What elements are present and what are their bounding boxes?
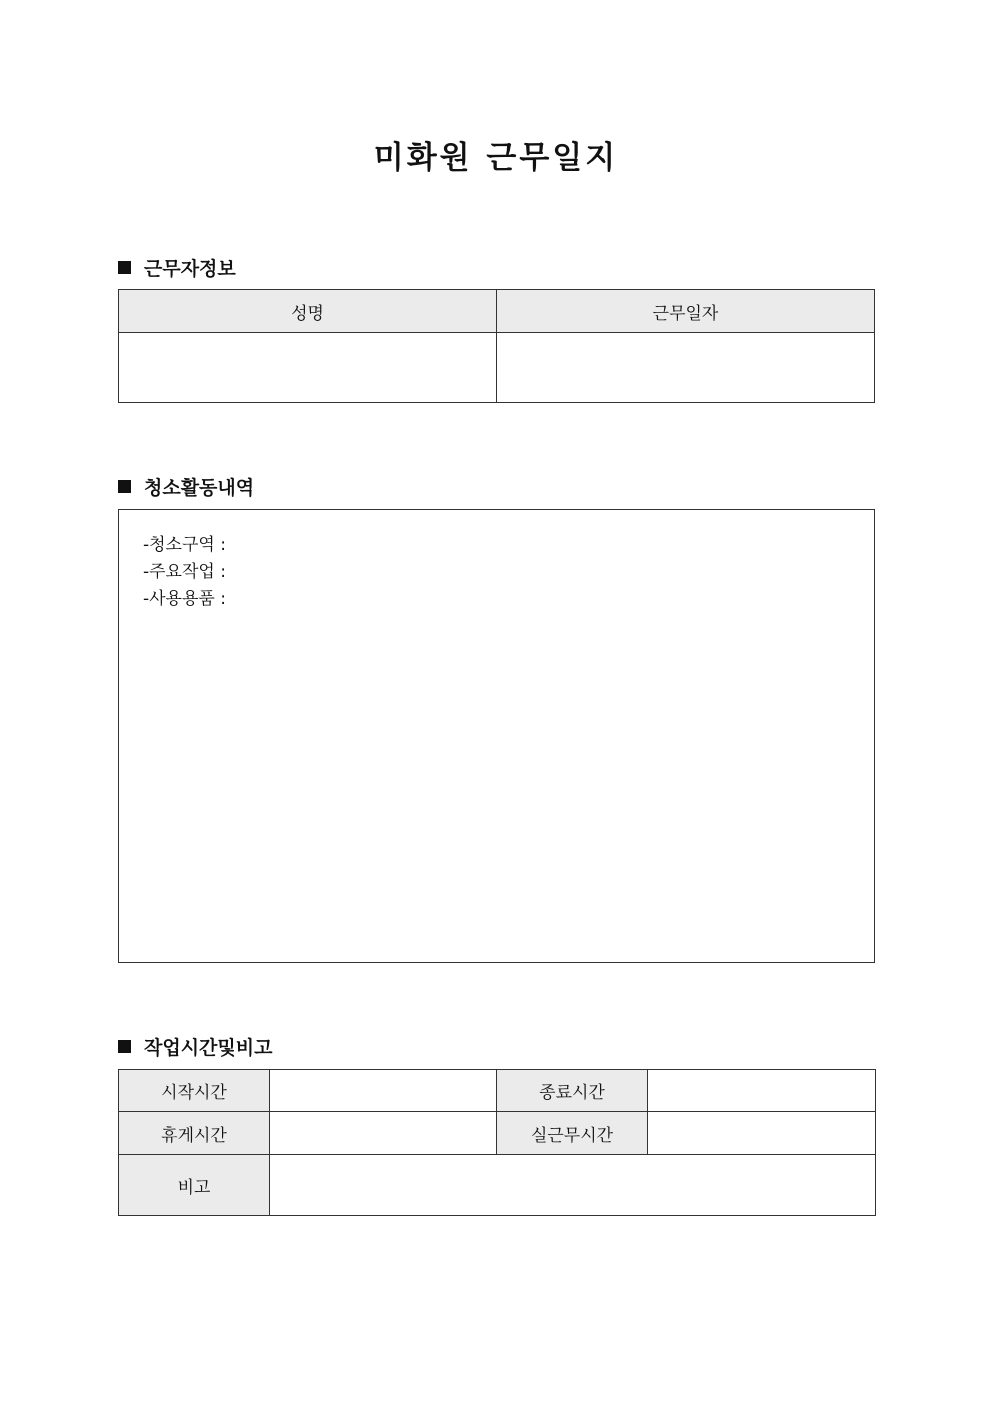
worker-info-table	[118, 289, 875, 403]
end-time-field[interactable]	[648, 1070, 876, 1112]
section-heading-label: 근무자정보	[144, 258, 236, 280]
page-title: 미화원 근무일지	[373, 140, 619, 176]
worktime-table	[118, 1069, 876, 1216]
cleaning-area-line: -청소구역 :	[143, 535, 226, 555]
name-field[interactable]	[119, 333, 497, 403]
end-time-label: 종료시간	[497, 1070, 648, 1112]
note-field[interactable]	[270, 1155, 876, 1216]
break-time-field[interactable]	[270, 1112, 497, 1155]
square-bullet-icon	[118, 261, 131, 274]
section-heading-worktime	[118, 1033, 272, 1060]
cleaning-activity-box[interactable]	[118, 509, 875, 963]
square-bullet-icon	[118, 1040, 131, 1053]
section-heading-worker-info	[118, 254, 236, 281]
actual-work-time-field[interactable]	[648, 1112, 876, 1155]
square-bullet-icon	[118, 480, 131, 493]
section-heading-label: 청소활동내역	[144, 477, 255, 499]
section-heading-label: 작업시간및비고	[144, 1037, 273, 1059]
main-task-line: -주요작업 :	[143, 562, 226, 582]
supplies-line: -사용용품 :	[143, 589, 226, 609]
name-header: 성명	[119, 290, 497, 333]
note-label: 비고	[119, 1155, 270, 1216]
section-heading-cleaning	[118, 473, 254, 500]
work-date-header: 근무일자	[497, 290, 875, 333]
work-date-field[interactable]	[497, 333, 875, 403]
actual-work-time-label: 실근무시간	[497, 1112, 648, 1155]
start-time-field[interactable]	[270, 1070, 497, 1112]
break-time-label: 휴게시간	[119, 1112, 270, 1155]
start-time-label: 시작시간	[119, 1070, 270, 1112]
